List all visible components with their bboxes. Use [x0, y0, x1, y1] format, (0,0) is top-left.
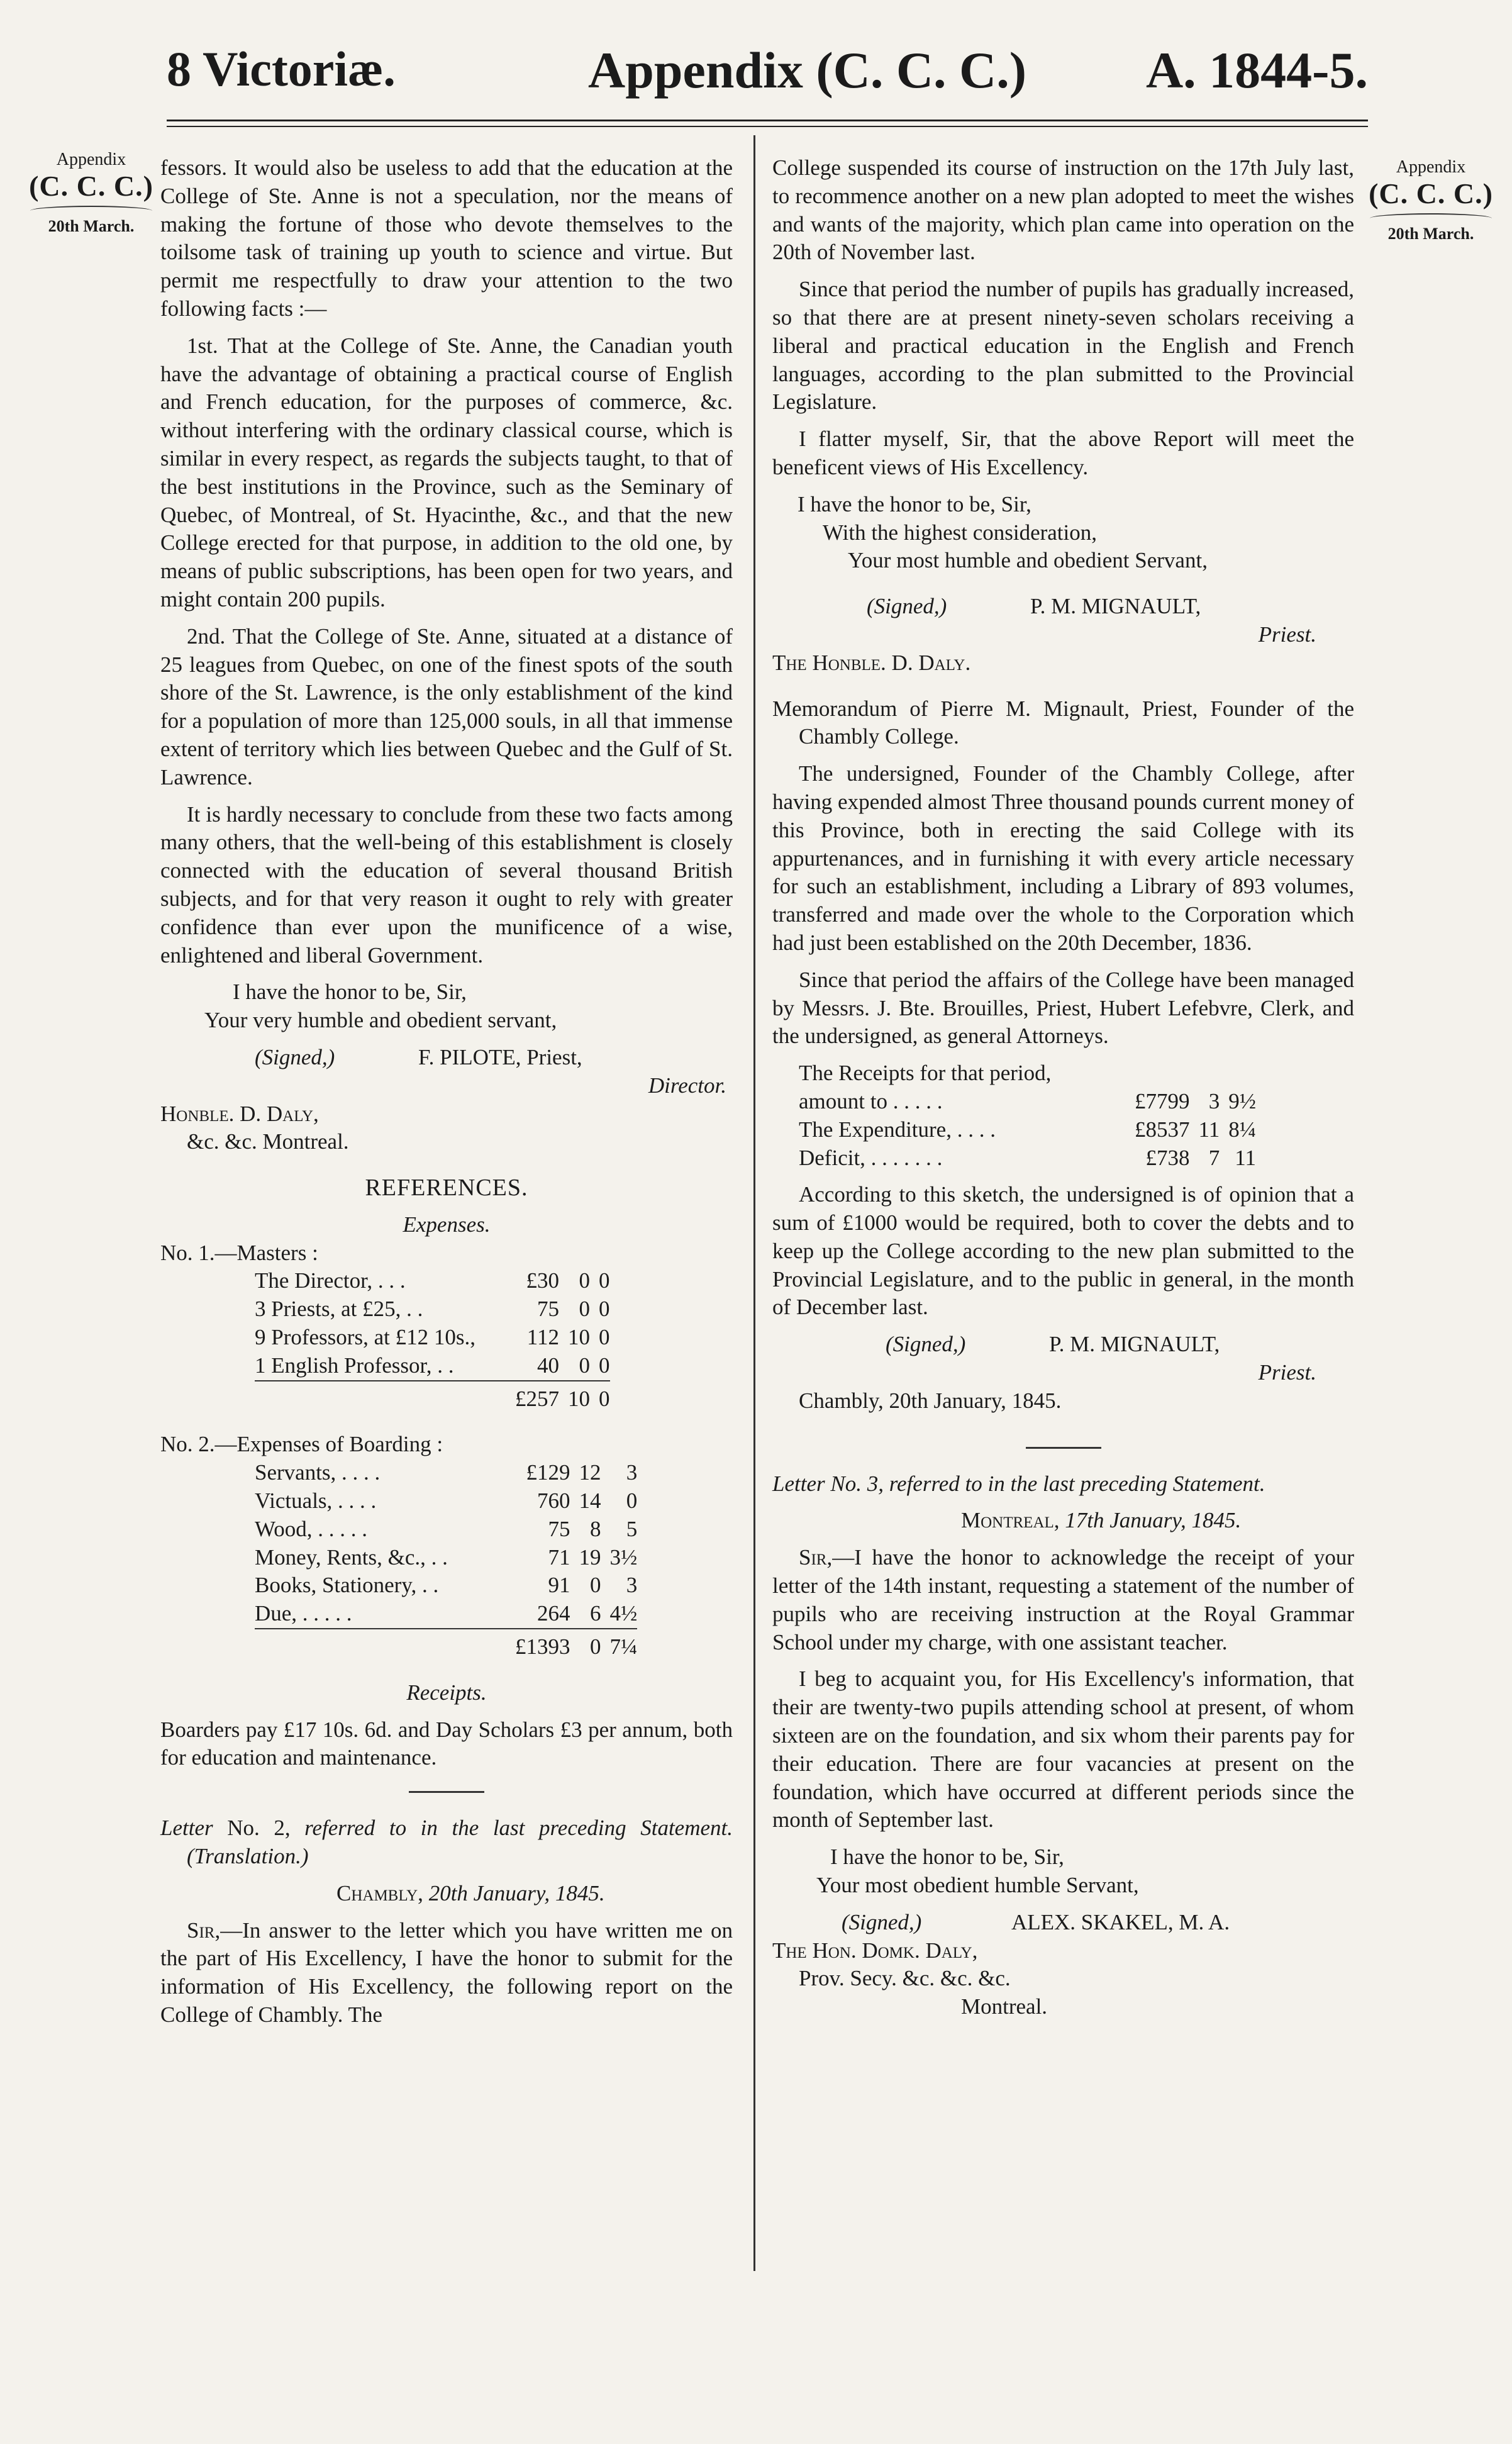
paragraph: I flatter myself, Sir, that the above Report will meet the beneficent views of His Excellency. — [772, 427, 1354, 479]
paragraph: 2nd. That the College of Ste. Anne, situated at a distance of 25 leagues from Quebec, on one of the finest spots of the south shore of the St. Lawrence, is the only establishment of the kind for a population of more than 125,000 souls, in all that immense extent of territory which lies between Quebec and the Gulf of St. Lawrence. — [160, 623, 733, 790]
header-year: A. 1844-5. — [1145, 42, 1368, 99]
shillings-cell: 3 — [1208, 1088, 1220, 1113]
paragraph — [160, 1917, 733, 2029]
pounds-cell: £30 — [526, 1268, 559, 1293]
header-rule — [167, 120, 1368, 121]
signer-title: Priest. — [1258, 1360, 1316, 1385]
pence-cell: 3½ — [609, 1544, 638, 1570]
letter-heading-word: Letter — [160, 1816, 213, 1841]
shillings-cell: 7 — [1208, 1145, 1220, 1170]
margin-note-label: Appendix — [56, 150, 126, 169]
shillings-cell: 10 — [568, 1325, 590, 1350]
memorandum-title: Memorandum of Pierre M. Mignault, Priest, Founder of the Chambly College. — [772, 696, 1354, 749]
addressee: Honble. D. Daly, — [160, 1101, 319, 1126]
pounds-cell: 40 — [537, 1353, 559, 1378]
paragraph: It is hardly necessary to conclude from these two facts among many others, that the well-being of this establishment is closely connected with the education of several thousand British subjects, and for that very reason it ought to rely with greater confidence than ever upon the munificence of a wise, enlightened and liberal Government. — [160, 801, 733, 968]
shillings-cell: 8 — [590, 1516, 601, 1541]
paragraph: I beg to acquaint you, for His Excellency's information, that their are twenty-two pupils attending school at present, of whom sixteen are on the foundation, and six whom their parents pay for their education. There are four vacancies at present on the foundation, which have occurred at different periods since the month of September last. — [772, 1666, 1354, 1833]
salutation: Sir, — [187, 1917, 221, 1943]
closing-line: I have the honor to be, Sir, — [830, 1844, 1064, 1870]
section-divider — [1026, 1447, 1101, 1449]
addressee-line: &c. &c. Montreal. — [187, 1129, 349, 1154]
margin-note-right — [1365, 157, 1497, 243]
table-row — [255, 1571, 637, 1600]
pence-cell: 0 — [599, 1268, 610, 1293]
shillings-cell: 10 — [559, 1381, 590, 1414]
pounds-cell: 75 — [537, 1297, 559, 1322]
dateline-date: 17th January, 1845. — [1059, 1508, 1242, 1533]
letter-heading-text: referred to in the last preceding Statement. — [304, 1816, 733, 1841]
shillings-cell: 6 — [590, 1601, 601, 1626]
signer-title: Priest. — [1258, 622, 1316, 647]
total-row — [255, 1629, 637, 1661]
pence-cell: 4½ — [609, 1601, 638, 1626]
pounds-cell: £7799 — [1135, 1088, 1190, 1113]
shillings-cell: 0 — [570, 1629, 601, 1661]
row-label: Victuals, . . . . — [255, 1488, 377, 1514]
table-row — [255, 1324, 610, 1352]
closing-line: I have the honor to be, Sir, — [233, 979, 467, 1005]
pounds-cell: 264 — [537, 1601, 570, 1626]
shillings-cell: 14 — [579, 1488, 601, 1514]
letter-heading — [160, 1814, 733, 1871]
pence-cell: 0 — [590, 1381, 610, 1414]
row-label: The Director, . . . — [255, 1268, 406, 1293]
addressee-line: Prov. Secy. &c. &c. &c. — [799, 1966, 1011, 1991]
row-label: Servants, . . . . — [255, 1460, 381, 1485]
signed-label: (Signed,) — [867, 594, 947, 619]
pence-cell: 3 — [626, 1460, 638, 1485]
left-column — [160, 154, 733, 2029]
margin-note-date: 20th March. — [1387, 225, 1474, 243]
row-label: Wood, . . . . . — [255, 1516, 367, 1541]
letter-heading-number: No. 2, — [213, 1816, 305, 1841]
header-rule-thin — [167, 126, 1368, 127]
account-intro: The Receipts for that period, — [799, 1061, 1052, 1086]
references-title: REFERENCES. — [365, 1175, 528, 1202]
shillings-cell: 11 — [1198, 1117, 1220, 1142]
masters-table — [255, 1267, 610, 1413]
pence-cell: 7¼ — [601, 1629, 638, 1661]
paragraph: Boarders pay £17 10s. 6d. and Day Scholars £3 per annum, both for education and maintenance. — [160, 1717, 733, 1770]
row-label: Due, . . . . . — [255, 1601, 352, 1626]
signature-block — [160, 1044, 733, 1072]
row-label — [255, 1629, 506, 1661]
pounds-cell: 75 — [548, 1516, 570, 1541]
column-divider — [753, 135, 755, 2271]
shillings-cell: 0 — [590, 1573, 601, 1598]
paragraph-text: —In answer to the letter which you have written me on the part of His Excellency, I have the honor to submit for the information of His Excellency, the following report on the College of Chambly. The — [160, 1917, 733, 2028]
boarding-table — [255, 1459, 637, 1661]
margin-note-date: 20th March. — [48, 217, 135, 236]
signed-label: (Signed,) — [886, 1332, 966, 1357]
place-date: Chambly, 20th January, 1845. — [799, 1388, 1062, 1413]
margin-note-code: (C. C. C.) — [1369, 177, 1493, 210]
account-table — [799, 1088, 1256, 1172]
row-label: Books, Stationery, . . — [255, 1573, 439, 1598]
paragraph: fessors. It would also be useless to add that the education at the College of Ste. Anne is not a speculation, nor the means of making the fortune of those who devote themselves to the toilsome task of training up youth to science and virtue. But permit me respectfully to draw your attention to the two following facts :— — [160, 155, 733, 321]
paragraph: According to this sketch, the undersigned is of opinion that a sum of £1000 would be required, both to cover the debts and to keep up the College according to the new plan submitted to the Provincial Legislature, and to the public in general, in the month of December last. — [772, 1182, 1354, 1320]
pounds-cell: 91 — [548, 1573, 570, 1598]
signer-name: P. M. MIGNAULT, — [1049, 1332, 1220, 1357]
addressee: The Honble. D. Daly. — [772, 650, 971, 675]
row-label: 1 English Professor, . . — [255, 1353, 454, 1378]
dateline — [160, 1880, 733, 1908]
paragraph — [772, 1544, 1354, 1656]
table-row — [255, 1544, 637, 1572]
paragraph: The undersigned, Founder of the Chambly College, after having expended almost Three thousand pounds current money of this Province, both in erecting the said College with its appurtenances, and in furnishing it with every article necessary for such an establishment, including a Library of 893 volumes, transferred and made over the whole to the Corporation which had just been established on the 20th December, 1836. — [772, 761, 1354, 955]
closing-line: Your very humble and obedient servant, — [204, 1008, 557, 1033]
shillings-cell: 19 — [579, 1544, 601, 1570]
shillings-cell: 0 — [579, 1297, 590, 1322]
dateline — [772, 1507, 1354, 1535]
signature-block — [772, 1909, 1354, 1937]
addressee: The Hon. Domk. Daly, — [772, 1938, 978, 1963]
table-row — [255, 1600, 637, 1629]
row-label: 3 Priests, at £25, . . — [255, 1297, 423, 1322]
pence-cell: 0 — [599, 1353, 610, 1378]
pounds-cell: £738 — [1145, 1145, 1190, 1170]
pence-cell: 9½ — [1228, 1088, 1256, 1113]
margin-note-left — [25, 150, 157, 236]
row-label: amount to . . . . . — [799, 1088, 943, 1113]
dateline-place: Montreal, — [961, 1508, 1060, 1533]
pence-cell: 3 — [626, 1573, 638, 1598]
pence-cell: 0 — [599, 1325, 610, 1350]
signature-block — [772, 593, 1354, 621]
brace-mark — [30, 206, 152, 216]
row-label: The Expenditure, . . . . — [799, 1117, 996, 1142]
dateline-date: 20th January, 1845. — [423, 1880, 605, 1906]
closing-line: I have the honor to be, Sir, — [798, 491, 1031, 516]
table-row — [799, 1088, 1256, 1116]
salutation: Sir, — [799, 1545, 833, 1570]
signed-label: (Signed,) — [255, 1044, 335, 1069]
header-appendix: Appendix (C. C. C.) — [588, 42, 1027, 99]
table-row — [255, 1515, 637, 1544]
paragraph: 1st. That at the College of Ste. Anne, the Canadian youth have the advantage of obtaining a practical course of English and French education, for the purposes of commerce, &c. without interfering with the ordinary classical course, which is similar in every respect, as regards the subjects taught, to that of the best institutions in the Province, such as the Seminary of Quebec, of Montreal, of St. Hyacinthe, &c., and that the new College erected for that purpose, in addition to the old one, by means of public subscriptions, has been open for two years, and might contain 200 pupils. — [160, 333, 733, 611]
paragraph: College suspended its course of instruction on the 17th July last, to recommence another on a new plan adopted to meet the wishes and wants of the majority, which plan came into operation on the 20th of November last. — [772, 155, 1354, 265]
section-heading: No. 2.—Expenses of Boarding : — [160, 1432, 443, 1457]
total-row — [255, 1381, 610, 1414]
pounds-cell: 112 — [526, 1325, 559, 1350]
paragraph-text: —I have the honor to acknowledge the receipt of your letter of the 14th instant, requesting a statement of the number of pupils who are receiving instruction at the Royal Grammar School under my charge, with one assistant teacher. — [772, 1545, 1354, 1654]
row-label: 9 Professors, at £12 10s., — [255, 1325, 475, 1350]
pence-cell: 8¼ — [1228, 1117, 1256, 1142]
margin-note-label: Appendix — [1396, 157, 1466, 177]
letter-heading — [772, 1470, 1354, 1498]
letter-heading-translation: (Translation.) — [187, 1844, 309, 1869]
table-row — [255, 1487, 637, 1515]
pounds-cell: 71 — [548, 1544, 570, 1570]
shillings-cell: 0 — [579, 1268, 590, 1293]
row-label: Deficit, . . . . . . . — [799, 1145, 943, 1170]
paragraph: Since that period the number of pupils has gradually increased, so that there are at present ninety-seven scholars receiving a liberal and practical education in the English and French languages, according to the plan submitted to the Provincial Legislature. — [772, 277, 1354, 415]
signer-name: P. M. MIGNAULT, — [1030, 594, 1201, 619]
shillings-cell: 0 — [579, 1353, 590, 1378]
shillings-cell: 12 — [579, 1460, 601, 1485]
table-row — [255, 1459, 637, 1487]
receipts-subtitle: Receipts. — [406, 1680, 487, 1705]
section-heading: No. 1.—Masters : — [160, 1240, 318, 1265]
section-divider — [409, 1791, 484, 1793]
table-row — [255, 1295, 610, 1324]
letter-heading-number: Letter No. 3, — [772, 1471, 889, 1496]
closing-line: With the highest consideration, — [823, 520, 1097, 545]
signer-name: F. PILOTE, Priest, — [418, 1044, 582, 1069]
paragraph: Since that period the affairs of the College have been managed by Messrs. J. Bte. Brouilles, Priest, Hubert Lefebvre, Clerk, and the undersigned, as general Attorneys. — [772, 967, 1354, 1049]
closing-line: Your most obedient humble Servant, — [816, 1873, 1139, 1898]
signer-name: ALEX. SKAKEL, M. A. — [1011, 1909, 1230, 1934]
row-label — [255, 1381, 506, 1414]
brace-mark — [1370, 213, 1492, 223]
signed-label: (Signed,) — [842, 1909, 922, 1934]
addressee-line: Montreal. — [961, 1994, 1048, 2019]
table-row — [799, 1144, 1256, 1173]
pence-cell: 0 — [599, 1297, 610, 1322]
pounds-cell: 760 — [537, 1488, 570, 1514]
header-session: 8 Victoriæ. — [167, 42, 396, 96]
table-row — [255, 1267, 610, 1295]
margin-note-code: (C. C. C.) — [29, 170, 153, 203]
table-row — [799, 1116, 1256, 1144]
signature-block — [772, 1331, 1354, 1359]
letter-heading-text: referred to in the last preceding Statement. — [889, 1471, 1265, 1496]
page-header — [167, 35, 1368, 116]
pounds-cell: £129 — [526, 1460, 570, 1485]
dateline-place: Chambly, — [336, 1880, 423, 1906]
pence-cell: 5 — [626, 1516, 638, 1541]
pounds-cell: £8537 — [1135, 1117, 1190, 1142]
pence-cell: 11 — [1235, 1145, 1256, 1170]
table-row — [255, 1352, 610, 1381]
pence-cell: 0 — [626, 1488, 638, 1514]
pounds-cell: £257 — [506, 1381, 559, 1414]
right-column — [772, 154, 1354, 2021]
expenses-subtitle: Expenses. — [403, 1212, 491, 1237]
row-label: Money, Rents, &c., . . — [255, 1544, 448, 1570]
signer-title: Director. — [648, 1073, 726, 1098]
pounds-cell: £1393 — [506, 1629, 570, 1661]
closing-line: Your most humble and obedient Servant, — [848, 548, 1208, 573]
